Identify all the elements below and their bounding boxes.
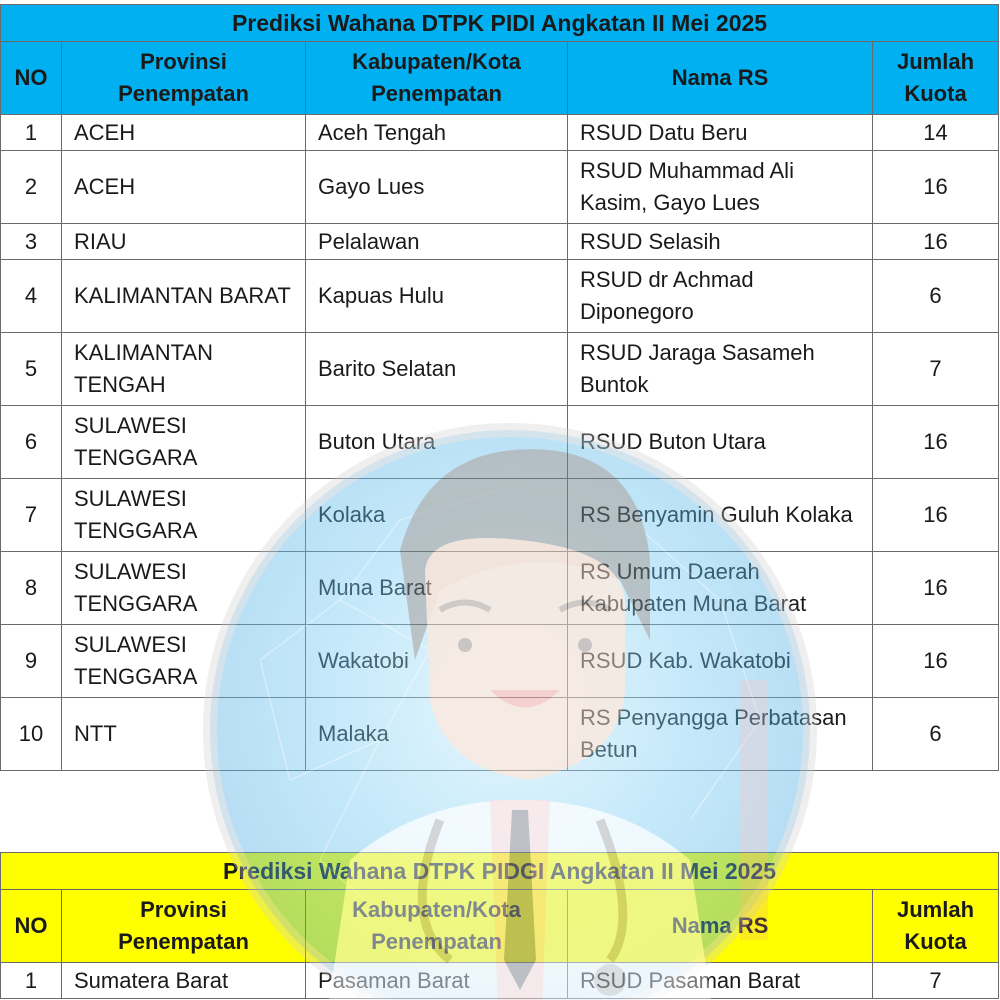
cell-provinsi: SULAWESI TENGGARA: [62, 406, 306, 479]
column-header-kuota: Jumlah Kuota: [873, 890, 999, 963]
cell-nama-rs: RSUD Pasaman Barat: [568, 963, 873, 999]
cell-no: 1: [1, 963, 62, 999]
cell-kabupaten: Barito Selatan: [306, 333, 568, 406]
cell-kabupaten: Aceh Tengah: [306, 115, 568, 151]
cell-no: 9: [1, 625, 62, 698]
cell-nama-rs: RS Umum Daerah Kabupaten Muna Barat: [568, 552, 873, 625]
cell-kuota: 6: [873, 698, 999, 771]
cell-provinsi: SULAWESI TENGGARA: [62, 552, 306, 625]
cell-provinsi: ACEH: [62, 151, 306, 224]
cell-nama-rs: RSUD Muhammad Ali Kasim, Gayo Lues: [568, 151, 873, 224]
cell-kuota: 7: [873, 333, 999, 406]
column-header-nama-rs: Nama RS: [568, 42, 873, 115]
cell-provinsi: Sumatera Barat: [62, 963, 306, 999]
cell-nama-rs: RSUD dr Achmad Diponegoro: [568, 260, 873, 333]
table-row: [1, 625, 999, 698]
cell-provinsi: ACEH: [62, 115, 306, 151]
column-header-provinsi: Provinsi Penempatan: [62, 890, 306, 963]
cell-nama-rs: RS Penyangga Perbatasan Betun: [568, 698, 873, 771]
table-row: [1, 479, 999, 552]
column-header-kabupaten: Kabupaten/Kota Penempatan: [306, 42, 568, 115]
column-header-kuota: Jumlah Kuota: [873, 42, 999, 115]
cell-kuota: 16: [873, 406, 999, 479]
cell-provinsi: SULAWESI TENGGARA: [62, 479, 306, 552]
cell-kabupaten: Kolaka: [306, 479, 568, 552]
cell-nama-rs: RSUD Selasih: [568, 224, 873, 260]
table-row: [1, 333, 999, 406]
table-row: [1, 698, 999, 771]
cell-no: 8: [1, 552, 62, 625]
column-header-nama-rs: Nama RS: [568, 890, 873, 963]
table-row: [1, 260, 999, 333]
cell-kuota: 6: [873, 260, 999, 333]
table-row: [1, 224, 999, 260]
cell-provinsi: SULAWESI TENGGARA: [62, 625, 306, 698]
table-row: [1, 115, 999, 151]
cell-no: 10: [1, 698, 62, 771]
cell-kabupaten: Pasaman Barat: [306, 963, 568, 999]
cell-no: 5: [1, 333, 62, 406]
cell-kabupaten: Buton Utara: [306, 406, 568, 479]
cell-nama-rs: RS Benyamin Guluh Kolaka: [568, 479, 873, 552]
cell-nama-rs: RSUD Kab. Wakatobi: [568, 625, 873, 698]
cell-nama-rs: RSUD Jaraga Sasameh Buntok: [568, 333, 873, 406]
column-header-provinsi: Provinsi Penempatan: [62, 42, 306, 115]
column-header-no: NO: [1, 890, 62, 963]
cell-kabupaten: Kapuas Hulu: [306, 260, 568, 333]
cell-kuota: 16: [873, 224, 999, 260]
cell-provinsi: NTT: [62, 698, 306, 771]
cell-no: 4: [1, 260, 62, 333]
cell-provinsi: KALIMANTAN BARAT: [62, 260, 306, 333]
cell-kabupaten: Malaka: [306, 698, 568, 771]
cell-no: 7: [1, 479, 62, 552]
cell-no: 6: [1, 406, 62, 479]
cell-no: 2: [1, 151, 62, 224]
table-title: Prediksi Wahana DTPK PIDI Angkatan II Mei 2025: [1, 5, 999, 42]
cell-kuota: 7: [873, 963, 999, 999]
cell-kuota: 16: [873, 625, 999, 698]
table-title: Prediksi Wahana DTPK PIDGI Angkatan II Mei 2025: [1, 853, 999, 890]
cell-nama-rs: RSUD Datu Beru: [568, 115, 873, 151]
cell-provinsi: RIAU: [62, 224, 306, 260]
table-row: [1, 151, 999, 224]
cell-no: 1: [1, 115, 62, 151]
column-header-kabupaten: Kabupaten/Kota Penempatan: [306, 890, 568, 963]
cell-kuota: 16: [873, 552, 999, 625]
pidi-table: [0, 4, 999, 771]
cell-nama-rs: RSUD Buton Utara: [568, 406, 873, 479]
cell-kabupaten: Muna Barat: [306, 552, 568, 625]
cell-kabupaten: Gayo Lues: [306, 151, 568, 224]
table-row: [1, 552, 999, 625]
column-header-no: NO: [1, 42, 62, 115]
cell-kabupaten: Wakatobi: [306, 625, 568, 698]
cell-no: 3: [1, 224, 62, 260]
cell-kabupaten: Pelalawan: [306, 224, 568, 260]
cell-kuota: 14: [873, 115, 999, 151]
table-row: [1, 963, 999, 999]
pidgi-table: [0, 852, 999, 999]
cell-provinsi: KALIMANTAN TENGAH: [62, 333, 306, 406]
cell-kuota: 16: [873, 479, 999, 552]
cell-kuota: 16: [873, 151, 999, 224]
table-row: [1, 406, 999, 479]
